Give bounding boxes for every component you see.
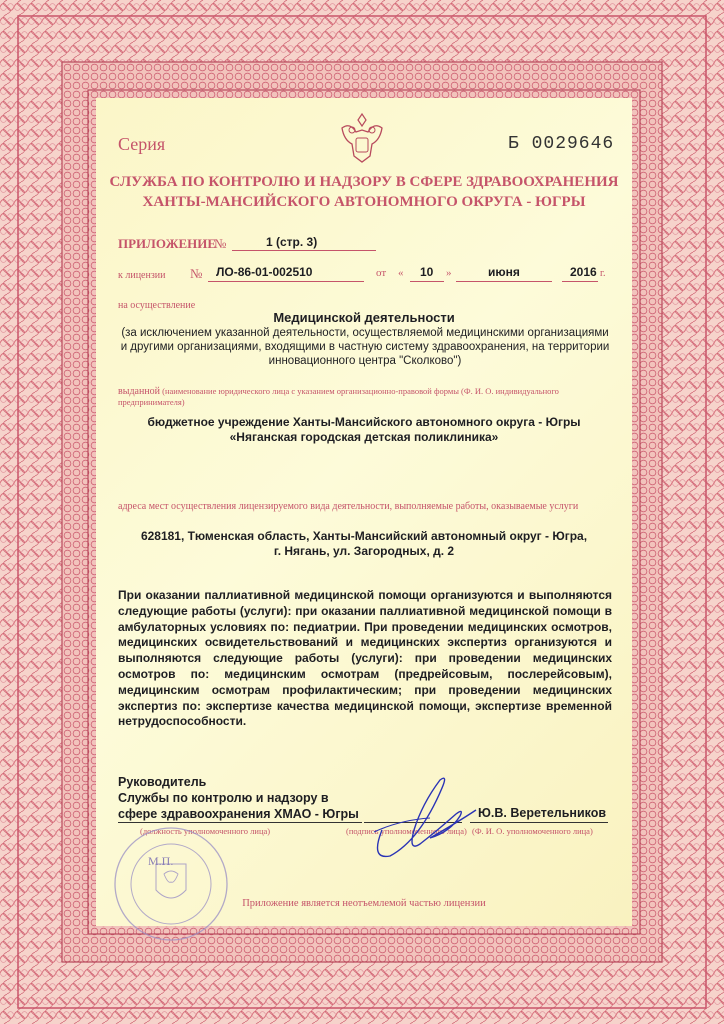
appendix-num-sign: № [214,236,227,251]
caption-signature: (подпись уполномоченного лица) [346,826,467,836]
license-day: 10 [420,265,434,279]
license-label: к лицензии [118,270,166,281]
address-line1: 628181, Тюменская область, Ханты-Мансийский автономный округ - Югра, [140,529,588,543]
signatory-position-line1: Руководитель [118,775,207,789]
org-title-line1: СЛУЖБА ПО КОНТРОЛЮ И НАДЗОРУ В СФЕРЕ ЗДРАВООХРАНЕНИЯ [109,174,619,190]
license-month-underline [456,281,552,282]
appendix-number: 1 (стр. 3) [266,235,318,249]
org-title-line2: ХАНТЫ-МАНСИЙСКОГО АВТОНОМНОГО ОКРУГА - ЮГРЫ [142,194,586,210]
license-quote-open: « [398,267,404,279]
issued-label: выданной [118,386,161,397]
license-year-suffix: г. [600,268,606,279]
license-year: 2016 [570,265,597,279]
license-year-underline [562,281,598,282]
license-quote-close: » [446,267,452,279]
address-label: адреса мест осуществления лицензируемого вида деятельности, выполняемые работы, оказываемые услуги [118,501,579,512]
license-number-underline [208,281,364,282]
license-month: июня [488,265,520,279]
footer-note: Приложение является неотъемлемой частью лицензии [242,898,486,909]
license-day-underline [410,281,444,282]
signatory-position [118,774,359,822]
license-num-sign: № [190,266,203,281]
address-line2: г. Нягань, ул. Загородных, д. 2 [273,544,455,558]
license-number: ЛО-86-01-002510 [216,265,313,279]
caption-position: (должность уполномоченного лица) [140,826,271,836]
position-underline [118,822,362,823]
issued-caption [118,386,612,408]
name-underline [470,822,608,823]
series-label: Серия [118,134,166,154]
official-stamp [108,824,234,944]
appendix-underline [232,250,376,251]
org-title [96,172,632,212]
signatory-position-line3: сфере здравоохранения ХМАО - Югры [118,807,359,821]
coat-of-arms-emblem [336,110,388,166]
caption-name: (Ф. И. О. уполномоченного лица) [472,826,593,836]
address-value [96,529,632,559]
issued-org-line2: «Няганская городская детская поликлиника» [229,430,499,444]
activity-title: Медицинской деятельности [273,310,455,325]
series-number: Б 0029646 [508,134,615,154]
services-text: При оказании паллиативной медицинской помощи организуются и выполняются следующие работы (услуги): при оказании паллиативной медицинской помощи в амбулаторных условиях по: педиатрии. При проведении медицинских осмотров, медицинских освидетельствований и медицинских экспертиз организуются и выполняются следующие работы (услуги): при проведении медицинских осмотров по: медицинским осмотрам (предрейсовым, послерейсовым), медицинским осмотрам профилактическим; при проведении медицинских экспертиз по: экспертизе качества медицинской помощи, экспертизе временной нетрудоспособности. [118,588,612,729]
issued-hint: (наименование юридического лица с указанием организационно-правовой формы (Ф. И. О. индивидуального предпринимателя) [118,386,559,407]
appendix-label: ПРИЛОЖЕНИЕ [118,236,217,251]
signatory-position-line2: Службы по контролю и надзору в [118,791,329,805]
stamp-mark: М.П. [148,854,174,868]
signatory-name: Ю.В. Веретельников [478,806,607,820]
issued-org-line1: бюджетное учреждение Ханты-Мансийского автономного округа - Югры [147,415,581,429]
activity-label: на осуществление [118,300,196,311]
activity-note: (за исключением указанной деятельности, осуществляемой медицинскими организациями и другими организациями, входящими в частную систему здравоохранения, на территории инновационного центра "Сколково") [120,327,610,367]
issued-org [96,415,632,445]
license-from-label: от [376,267,387,279]
handwritten-signature [360,770,480,870]
